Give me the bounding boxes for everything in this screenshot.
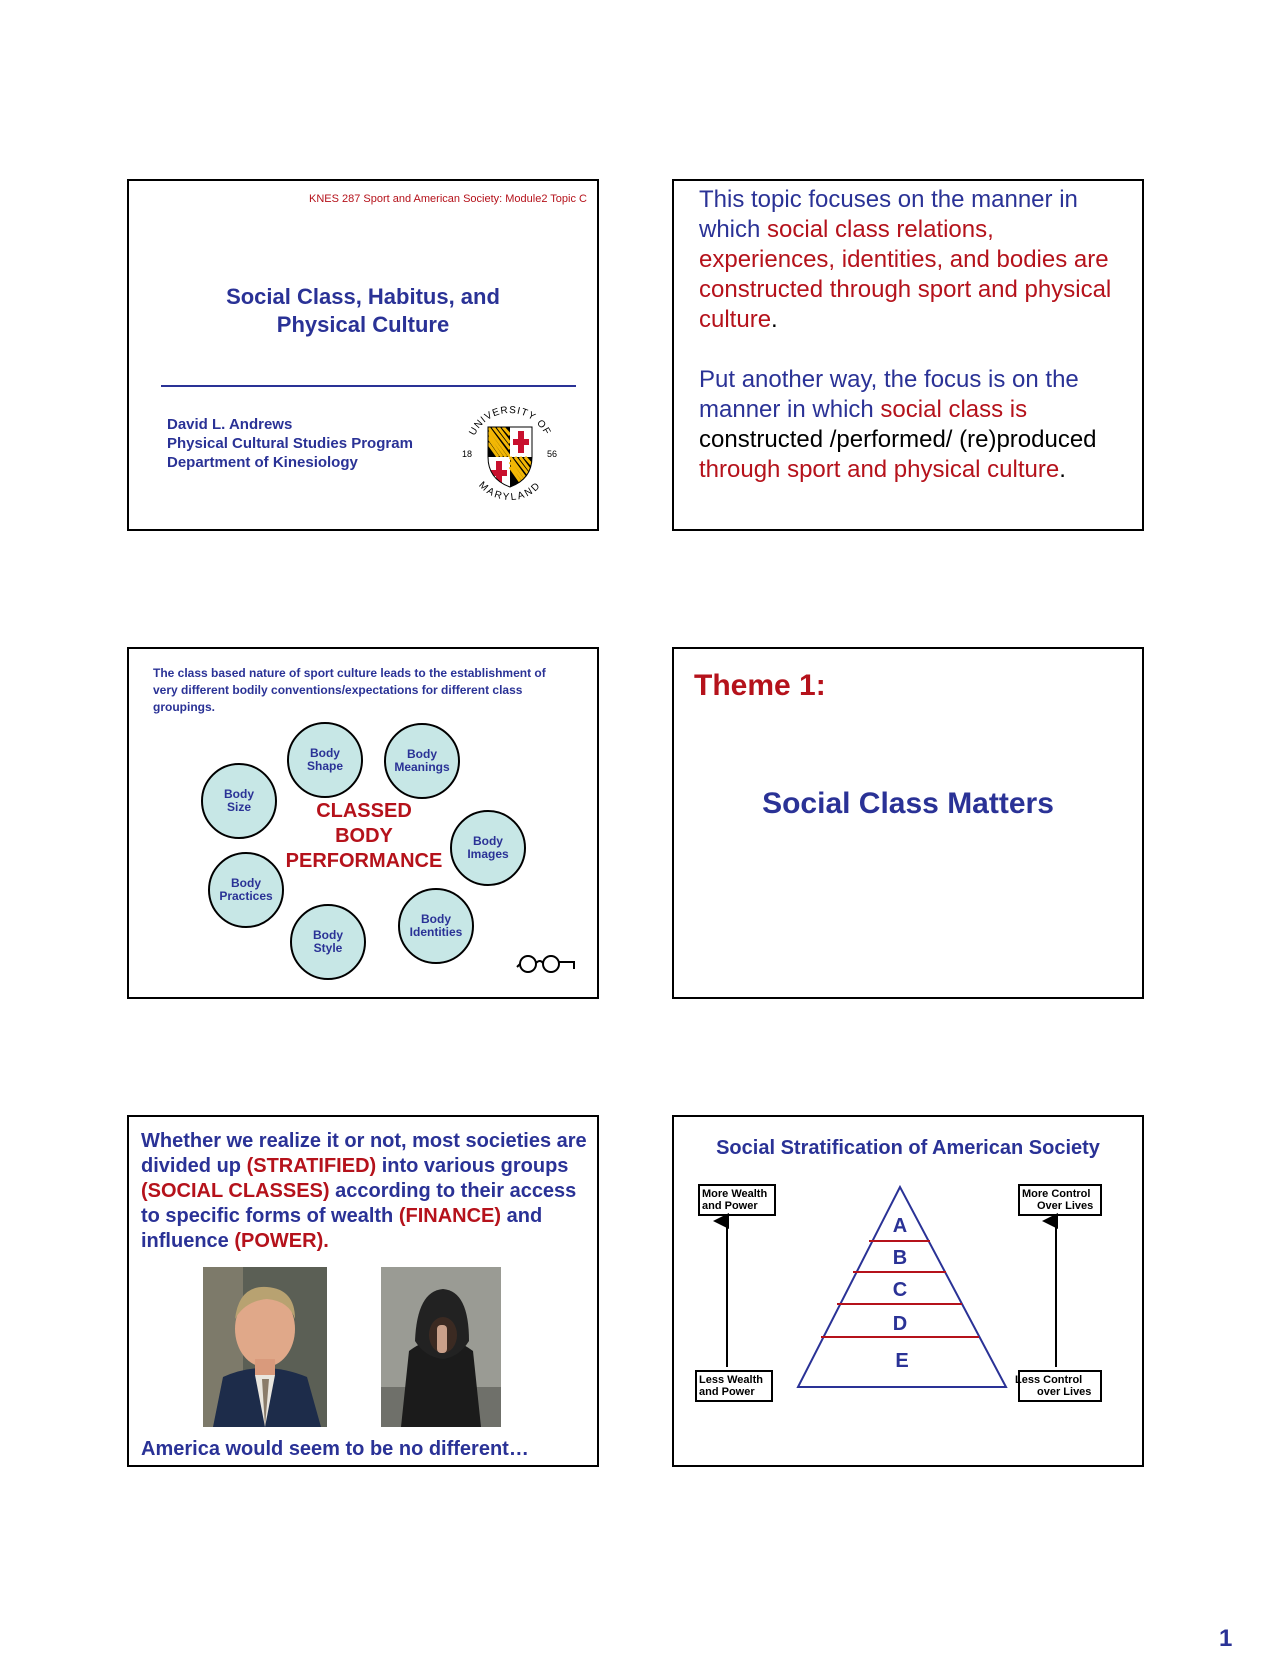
bubble-body-style: Body Style	[290, 904, 366, 980]
topic-focus-text	[699, 185, 1132, 515]
less-control-label: Less Control	[1015, 1374, 1083, 1386]
theme-title: Social Class Matters	[762, 787, 1054, 820]
title-line-1: Social Class, Habitus, and	[226, 284, 500, 309]
bubble-body-shape: Body Shape	[287, 722, 363, 798]
less-wealth-label: Less Wealth	[699, 1374, 763, 1386]
more-wealth-label: More Wealth	[702, 1188, 768, 1200]
slide-stratified-societies	[127, 1115, 599, 1467]
focus-highlight: social class is	[880, 396, 1028, 423]
stratification-text: Whether we realize it or not, most societies are divided up (STRATIFIED) into various groups (SOCIAL CLASSES) according to their access to specific forms of wealth (FINANCE) and influence (POWER).	[141, 1130, 587, 1252]
title-divider	[161, 385, 576, 387]
department-name: Department of Kinesiology	[167, 454, 358, 471]
focus-text: Put another way, the focus is on the manner in which	[699, 366, 1079, 423]
level-a: A	[892, 1215, 908, 1237]
bubble-body-images: Body Images	[450, 810, 526, 886]
title-line-2: Physical Culture	[276, 312, 450, 337]
focus-paragraph-2	[699, 365, 1132, 485]
course-header: KNES 287 Sport and American Society: Module2 Topic C	[308, 193, 587, 205]
classed-body-performance-label: CLASSED BODY PERFORMANCE	[285, 800, 443, 872]
stratification-footer: America would seem to be no different…	[141, 1438, 529, 1460]
focus-period: .	[1059, 456, 1066, 483]
slide-title-text	[129, 283, 597, 339]
more-control-label-2: Over Lives	[1037, 1200, 1094, 1212]
slide-social-stratification	[672, 1115, 1144, 1467]
focus-highlight: social class relations, experiences, identities, and bodies are constructed through sport and physical culture	[699, 216, 1112, 333]
stratification-title: Social Stratification of American Society	[716, 1137, 1100, 1159]
focus-text: This topic focuses on the manner in which	[699, 186, 1078, 243]
slide-title	[127, 179, 599, 531]
bubble-body-identities: Body Identities	[398, 888, 474, 964]
classed-body-caption: The class based nature of sport culture leads to the establishment of very different bodily conventions/expectations for different class groupings.	[153, 666, 546, 714]
focus-highlight: through sport and physical culture	[699, 456, 1060, 483]
stratification-pyramid-diagram	[674, 1117, 1142, 1465]
seal-arc-top: UNIVERSITY OF	[467, 404, 553, 438]
level-b: B	[892, 1247, 908, 1269]
slide-topic-focus	[672, 179, 1144, 531]
slide-theme-1	[672, 647, 1144, 999]
level-c: C	[892, 1279, 908, 1301]
bubble-body-meanings: Body Meanings	[384, 723, 460, 799]
level-e: E	[895, 1350, 909, 1372]
more-control-label: More Control	[1022, 1188, 1091, 1200]
theme-label: Theme 1:	[694, 669, 826, 702]
photo-hooded-youth	[381, 1267, 501, 1427]
photo-man-in-suit	[203, 1267, 327, 1427]
more-wealth-label-2: and Power	[702, 1200, 758, 1212]
author-name: David L. Andrews	[167, 416, 293, 433]
program-name: Physical Cultural Studies Program	[167, 435, 413, 452]
bubble-body-size: Body Size	[201, 763, 277, 839]
focus-period: .	[771, 306, 778, 333]
level-d: D	[892, 1313, 908, 1335]
focus-paragraph-1	[699, 185, 1132, 335]
bubble-body-practices: Body Practices	[208, 852, 284, 928]
glasses-icon	[516, 951, 576, 975]
slide-classed-body	[127, 647, 599, 999]
less-wealth-label-2: and Power	[699, 1386, 755, 1398]
page-number: 1	[1219, 1625, 1233, 1652]
university-seal-logo	[457, 399, 563, 505]
author-block	[167, 415, 413, 472]
seal-year-right: 56	[547, 449, 558, 459]
less-control-label-2: over Lives	[1037, 1386, 1092, 1398]
focus-text-black: constructed /performed/ (re)produced	[699, 426, 1097, 453]
seal-arc-bottom: MARYLAND	[476, 479, 544, 504]
seal-year-left: 18	[462, 449, 473, 459]
